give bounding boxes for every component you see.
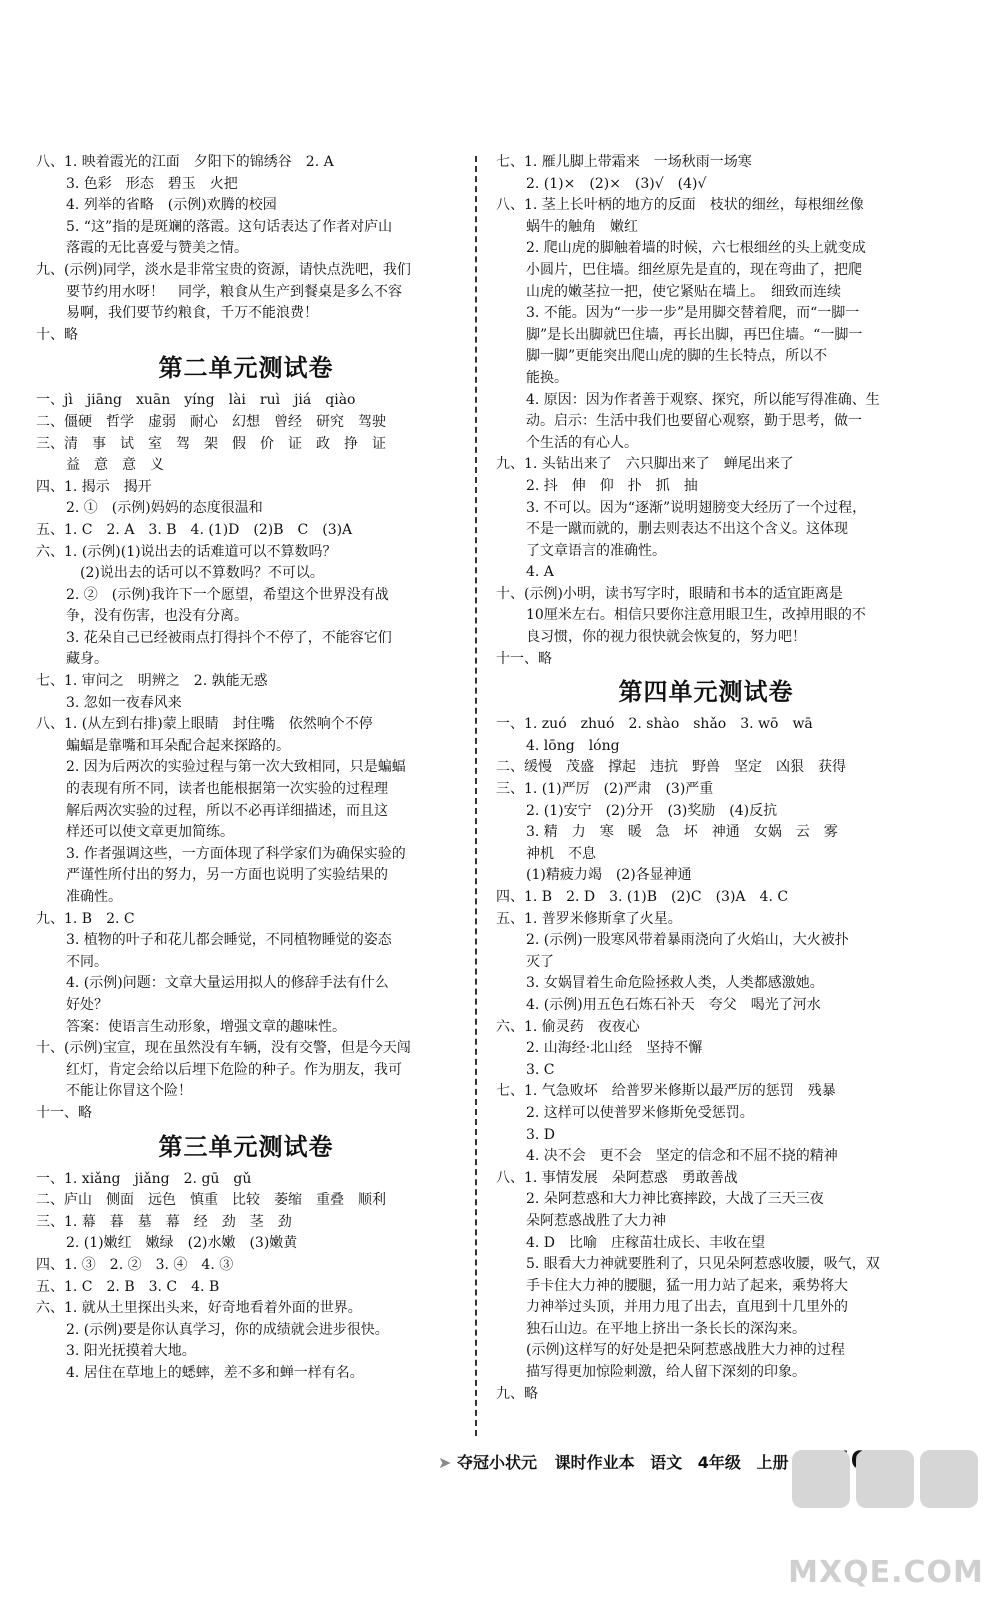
answer-line: 3. 植物的叶子和花儿都会睡觉，不同植物睡觉的姿态 [66,932,392,949]
answer-line: 4. 原因：因为作者善于观察、探究，所以能写得准确、生 [526,391,880,408]
answer-line: 4. 居住在草地上的蟋蟀，差不多和蝉一样有名。 [66,1364,364,1381]
footer-book: 课时作业本 [554,1453,635,1472]
answer-line: 3. C [526,1061,555,1078]
answer-line: 3. 忽如一夜春风来 [66,694,182,711]
answer-line: 争，没有伤害，也没有分离。 [66,608,248,625]
answer-line: 六、1. 就从土里探出头来，好奇地看着外面的世界。 [36,1300,362,1317]
arrow-icon: ➤ [438,1453,452,1472]
answer-line: 九、(示例)同学，淡水是非常宝贵的资源，请快点洗吧，我们 [36,261,411,278]
answer-line: 益 意 意 义 [66,457,164,474]
answer-line: 八、1. 茎上长叶柄的地方的反面 枝状的细丝，每根细丝像 [496,197,864,214]
answer-line: 五、1. C 2. A 3. B 4. (1)D (2)B C (3)A [36,521,353,538]
answer-line: 2. 因为后两次的实验过程与第一次大致相同，只是蝙蝠 [66,759,406,776]
answer-line: 山虎的嫩茎拉一把，使它紧贴在墙上。 细致而连续 [526,283,841,300]
answer-line: 动。启示：生活中我们也要留心观察，勤于思考，做一 [526,413,862,430]
left-column [36,152,456,1384]
answer-line: 3. 不可以。因为“逐渐”说明翅膀变大经历了一个过程， [526,499,867,516]
answer-line: 良习惯，你的视力很快就会恢复的，努力吧！ [526,629,806,646]
column-divider [475,156,477,1436]
answer-line: 三、清 事 试 室 驾 架 假 价 证 政 挣 证 [36,435,386,452]
answer-line: 六、1. 偷灵药 夜夜心 [496,1018,640,1035]
answer-line: 答案：使语言生动形象，增强文章的趣味性。 [66,1018,346,1035]
answer-line: 三、1. (1)严厉 (2)严肃 (3)严重 [496,781,714,798]
answer-line: 四、1. B 2. D 3. (1)B (2)C (3)A 4. C [496,889,789,905]
answer-line: 十、(示例)宝宣，现在虽然没有车辆，没有交警，但是今天闯 [36,1040,411,1057]
answer-line: 一、1. zuó zhuó 2. shào shǎo 3. wō wā [496,716,813,733]
answer-line: 3. 阳光抚摸着大地。 [66,1343,196,1360]
answer-line: 3. 精 力 寒 暖 急 坏 神通 女娲 云 雾 [526,824,838,841]
answer-line: 小圆片，巴住墙。细丝原先是直的，现在弯曲了，把爬 [526,261,862,278]
answer-line: 个生活的有心人。 [526,434,638,451]
answer-line: 2. (1)安宁 (2)分开 (3)奖励 (4)反抗 [526,802,778,819]
answer-line: 2. 爬山虎的脚触着墙的时候，六七根细丝的头上就变成 [526,240,866,257]
answer-line: 八、1. 映着霞光的江面 夕阳下的锦绣谷 2. A [36,154,334,170]
answer-line: 4. (示例)用五色石炼石补天 夸父 喝光了河水 [526,996,821,1013]
answer-line: 八、1. (从左到右排)蒙上眼睛 封住嘴 依然响个不停 [36,716,373,733]
answer-line: 2. ① (示例)妈妈的态度很温和 [66,500,263,517]
answer-line: 十、(示例)小明，读书写字时，眼睛和书本的适宜距离是 [496,585,843,602]
answer-line: 易啊，我们要节约粮食，千万不能浪费！ [66,305,318,322]
section-heading: 第三单元测试卷 [158,1132,334,1161]
answer-line: 九、略 [496,1385,538,1402]
answer-line: 藏身。 [66,651,108,668]
answer-line: 十、略 [36,326,78,343]
answer-line: 了文章语言的准确性。 [526,542,666,559]
answer-line: 二、庐山 侧面 远色 慎重 比较 萎缩 重叠 顺利 [36,1192,386,1209]
answer-line: 神机 不息 [526,845,596,862]
answer-line: 四、1. 揭示 揭开 [36,478,152,495]
answer-line: 5. 眼看大力神就要胜利了，只见朵阿惹惑收腰，吸气，双 [526,1256,880,1273]
answer-line: 脚一脚”更能突出爬山虎的脚的生长特点，所以不 [526,348,828,365]
answer-line: 八、1. 事情发展 朵阿惹惑 勇敢善战 [496,1169,738,1186]
answer-line: 手卡住大力神的腰腿，猛一用力站了起来，乘势将大 [526,1277,848,1294]
answer-line: (示例)这样写的好处是把朵阿惹惑战胜大力神的过程 [526,1342,845,1359]
answer-line: 2. (示例)一股寒风带着暴雨浇向了火焰山，大火被扑 [526,932,849,949]
answer-line: 九、1. B 2. C [36,910,135,927]
answer-line: 2. 朵阿惹惑和大力神比赛摔跤，大战了三天三夜 [526,1191,824,1208]
answer-line: 好处？ [66,996,108,1013]
answer-line: 2. ② (示例)我许下一个愿望，希望这个世界没有战 [66,586,389,603]
answer-line: 脚”是长出脚就巴住墙，再长出脚，再巴住墙。“一脚一 [526,326,863,343]
watermark-logo [786,1450,986,1590]
answer-line: 四、1. ③ 2. ② 3. ④ 4. ③ [36,1256,234,1273]
answer-line: 力神举过头顶，并用力甩了出去，直甩到十几里外的 [526,1299,848,1316]
answer-line: 不能让你冒这个险！ [66,1083,192,1100]
footer-grade: 4年级 [697,1453,741,1472]
answer-line: 一、1. xiǎng jiǎng 2. gū gǔ [36,1170,252,1187]
answer-line: 的表现有所不同，读者也能根据第一次实验的过程理 [66,781,388,798]
right-column [496,152,916,1405]
answer-line: 3. 花朵自己已经被雨点打得抖个不停了，不能容它们 [66,629,392,646]
answer-line: 六、1. (示例)(1)说出去的话难道可以不算数吗？ [36,543,337,560]
answer-line: 4. 决不会 更不会 坚定的信念和不屈不挠的精神 [526,1148,838,1165]
answer-line: 3. 女娲冒着生命危险拯救人类，人类都感激她。 [526,975,824,992]
answer-line: 朵阿惹惑战胜了大力神 [526,1212,666,1229]
answer-line: 2. 这样可以使普罗米修斯免受惩罚。 [526,1104,754,1121]
answer-line: 2. 抖 伸 仰 扑 抓 抽 [526,477,698,494]
answer-line: 蜗牛的触角 嫩红 [526,218,638,235]
answer-line: 十一、略 [36,1104,92,1121]
answer-line: 二、缓慢 茂盛 撑起 违抗 野兽 坚定 凶狠 获得 [496,759,846,776]
answer-line: 4. A [526,564,554,581]
answer-line: 七、1. 审问之 明辨之 2. 孰能无惑 [36,673,268,690]
answer-line: 4. lōng lóng [526,737,620,754]
answer-line: 4. D 比喻 庄稼苗壮成长、丰收在望 [526,1234,766,1251]
footer-subject: 语文 [650,1453,683,1472]
answer-line: 五、1. 普罗米修斯拿了火星。 [496,910,682,927]
answer-line: 3. D [526,1126,556,1143]
answer-line: 2. (1)嫩红 嫩绿 (2)水嫩 (3)嫩黄 [66,1235,298,1252]
answer-line: 蝙蝠是靠嘴和耳朵配合起来探路的。 [66,737,290,754]
answer-line: 能换。 [526,369,568,386]
answer-line: 4. 列举的省略 (示例)欢腾的校园 [66,197,277,214]
answer-line: 准确性。 [66,889,122,905]
answer-line: 5. “这”指的是斑斓的落霞。这句话表达了作者对庐山 [66,218,393,235]
answer-line: 严谨性所付出的努力，另一方面也说明了实验结果的 [66,867,388,884]
answer-line: (2)说出去的话可以不算数吗？不可以。 [80,565,324,582]
answer-line: 描写得更加惊险刺激，给人留下深刻的印象。 [526,1364,806,1381]
footer-brand: 夺冠小状元 [456,1453,537,1472]
watermark-url: MXQE.COM [788,1555,984,1590]
answer-line: 2. 山海经·北山经 坚持不懈 [526,1040,703,1057]
answer-line: 落霞的无比喜爱与赞美之情。 [66,240,248,257]
answer-line: 4. (示例)问题：文章大量运用拟人的修辞手法有什么 [66,975,389,992]
answer-line: 2. (示例)要是你认真学习，你的成绩就会进步很快。 [66,1321,389,1338]
answer-line: 十一、略 [496,650,552,667]
answer-line: 三、1. 幕 暮 墓 幕 经 劲 茎 劲 [36,1213,292,1230]
answer-line: 要节约用水呀！ 同学，粮食从生产到餐桌是多么不容 [66,283,402,300]
section-heading: 第二单元测试卷 [158,354,334,383]
answer-line: 解后两次实验的过程，所以不必再详细描述，而且这 [66,802,388,819]
answer-line: 3. 色彩 形态 碧玉 火把 [66,175,238,192]
answer-line: 二、僵硬 哲学 虚弱 耐心 幻想 曾经 研究 驾驶 [36,413,386,430]
answer-line: 不同。 [66,953,108,970]
footer-term: 上册 [756,1453,789,1472]
answer-line: 红灯，肯定会给以后埋下危险的种子。作为朋友，我可 [66,1061,402,1078]
answer-line: 七、1. 气急败坏 给普罗米修斯以最严厉的惩罚 残暴 [496,1083,836,1100]
answer-line: 不是一蹴而就的，删去则表达不出这个含义。这体现 [526,521,848,538]
answer-line: 独石山边。在平地上挤出一条长长的深沟来。 [526,1320,806,1337]
answer-line: 3. 不能。因为“一步一步”是用脚交替着爬，而“一脚一 [526,305,860,322]
answer-line: 七、1. 雁儿脚上带霜来 一场秋雨一场寒 [496,154,752,170]
answer-line: 灭了 [526,953,554,970]
answer-line: 九、1. 头钻出来了 六只脚出来了 蝉尾出来了 [496,456,794,473]
answer-line: 10厘米左右。相信只要你注意用眼卫生，改掉用眼的不 [526,607,866,624]
answer-line: 样还可以使文章更加简练。 [66,824,234,841]
answer-line: 一、jì jiāng xuān yíng lài ruì jiá qiào [36,392,356,409]
answer-line: 2. (1)× (2)× (3)√ (4)√ [526,175,707,192]
answer-line: (1)精疲力竭 (2)各显神通 [526,867,692,884]
section-heading: 第四单元测试卷 [618,678,794,707]
answer-line: 3. 作者强调这些，一方面体现了科学家们为确保实验的 [66,845,406,862]
answer-line: 五、1. C 2. B 3. C 4. B [36,1278,220,1295]
